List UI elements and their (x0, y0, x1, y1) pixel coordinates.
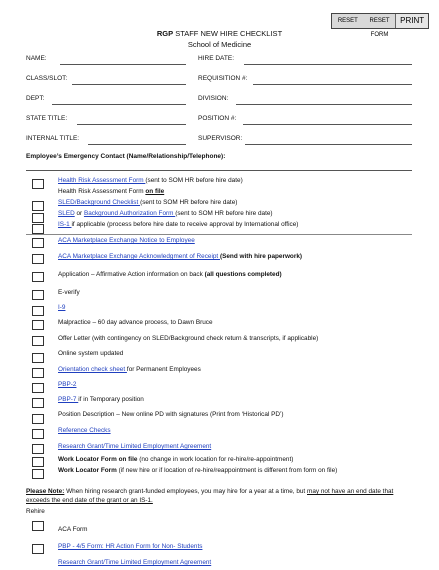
checkbox-i9[interactable] (32, 306, 44, 316)
hire-date-label: HIRE DATE: (198, 55, 234, 62)
checkbox-orientation[interactable] (32, 368, 44, 378)
state-title-field[interactable] (77, 124, 186, 125)
checkbox-aca-form[interactable] (32, 521, 44, 531)
item-hra (58, 177, 243, 184)
item-application (58, 271, 282, 278)
i9-link[interactable]: I-9 (58, 304, 66, 311)
item-everify: E-verify (58, 289, 80, 296)
item-wlf-new (58, 467, 337, 474)
checkbox-is1[interactable] (32, 224, 44, 234)
research-grant-link[interactable]: Research Grant/Time Limited Employment Agreement (58, 443, 212, 450)
position-field[interactable] (243, 124, 412, 125)
hire-date-field[interactable] (244, 64, 412, 65)
item-sled-auth (58, 210, 273, 217)
item-hra-file (58, 188, 164, 195)
checkbox-offer[interactable] (32, 336, 44, 346)
please-note (26, 487, 416, 505)
checkbox-online[interactable] (32, 353, 44, 363)
item-malpractice: Malpractice – 60 day advance process, to Dawn Bruce (58, 319, 213, 326)
app-text: Application – Affirmative Action information on back (58, 271, 205, 278)
item-wlf-onfile (58, 456, 293, 463)
wlf1-text: (no change in work location for re-hire/re-appointment) (139, 456, 294, 463)
checkbox-application[interactable] (32, 272, 44, 282)
hra-file-text: Health Risk Assessment Form (58, 188, 146, 195)
state-title-label: STATE TITLE: (26, 115, 68, 122)
checkbox-aca-ack[interactable] (32, 254, 44, 264)
item-online: Online system updated (58, 350, 124, 357)
checkbox-sled-auth[interactable] (32, 213, 44, 223)
dept-label: DEPT: (26, 95, 45, 102)
checkbox-research-grant[interactable] (32, 444, 44, 454)
rehire-label: Rehire (26, 508, 45, 515)
hra-file-bold: on file (145, 188, 165, 195)
pbp7-text: if in Temporary position (78, 396, 144, 403)
emergency-contact-field[interactable] (26, 170, 412, 171)
wlf2-bold: Work Locator Form (58, 467, 119, 474)
note-text: When hiring research grant-funded employees, you may hire for a year at a time, but (64, 488, 307, 495)
checkbox-wlf-new[interactable] (32, 469, 44, 479)
org-name: RGP (156, 29, 174, 38)
hra-link[interactable]: Health Risk Assessment Form (58, 177, 146, 184)
wlf2-text: (if new hire or if location of re-hire/reappointment is different from form on file) (118, 467, 338, 474)
name-field[interactable] (60, 64, 186, 65)
internal-title-label: INTERNAL TITLE: (26, 135, 80, 142)
sled2-link[interactable]: SLED (58, 210, 75, 217)
checkbox-hra[interactable] (32, 179, 44, 189)
item-position-desc: Position Description – New online PD with signatures (Print from ‘Historical PD’) (58, 411, 284, 418)
pbp45-link[interactable]: PBP - 4/5 Form: HR Action Form for Non- Students (58, 543, 203, 550)
app-bold: (all questions completed) (204, 271, 282, 278)
sled2-or: or (74, 210, 84, 217)
supervisor-label: SUPERVISOR: (198, 135, 243, 142)
is1-text: if applicable (process before hire date to receive approval by International office) (71, 221, 299, 228)
requisition-field[interactable] (253, 84, 412, 85)
title-text: STAFF NEW HIRE CHECKLIST (173, 29, 283, 38)
reset-form-button[interactable]: RESET FORM (369, 18, 390, 38)
background-auth-link[interactable]: Background Authorization Form (83, 210, 176, 217)
class-slot-field[interactable] (72, 84, 186, 85)
division-label: DIVISION: (198, 95, 229, 102)
pbp7-link[interactable]: PBP-7 (58, 396, 79, 403)
requisition-label: REQUISITION #: (198, 75, 248, 82)
checkbox-position-desc[interactable] (32, 414, 44, 424)
reset-button[interactable]: RESET (337, 18, 358, 24)
pbp2-link[interactable]: PBP-2 (58, 381, 77, 388)
checkbox-everify[interactable] (32, 290, 44, 300)
form-toolbar (331, 13, 429, 38)
aca-ack-link[interactable]: ACA Marketplace Exchange Acknowledgment of Receipt (58, 253, 220, 260)
page-title (0, 29, 439, 38)
item-aca-form: ACA Form (58, 526, 88, 533)
division-field[interactable] (236, 104, 412, 105)
print-button[interactable]: PRINT (395, 14, 428, 28)
sled-text: (sent to SOM HR before hire date) (140, 199, 238, 206)
item-orientation (58, 366, 201, 373)
checkbox-wlf-onfile[interactable] (32, 457, 44, 467)
orientation-link[interactable]: Orientation check sheet (58, 366, 127, 373)
aca-notice-link[interactable]: ACA Marketplace Exchange Notice to Employee (58, 237, 195, 244)
note-underlined: may not have an end date that exceeds the end date of the grant or an IS-1. (26, 488, 394, 504)
divider (26, 234, 412, 235)
item-pbp7 (58, 396, 144, 403)
is1-link[interactable]: IS-1 (58, 221, 72, 228)
supervisor-field[interactable] (245, 144, 412, 145)
sled2-text: (sent to SOM HR before hire date) (175, 210, 273, 217)
checkbox-reference[interactable] (32, 429, 44, 439)
reference-link[interactable]: Reference Checks (58, 427, 111, 434)
checkbox-aca-notice[interactable] (32, 238, 44, 248)
item-sled (58, 199, 237, 206)
research-grant-link-2[interactable]: Research Grant/Time Limited Employment Agreement (58, 559, 212, 566)
hra-text: (sent to SOM HR before hire date) (145, 177, 243, 184)
item-aca-ack (58, 253, 302, 260)
checkbox-pbp7[interactable] (32, 398, 44, 408)
aca-ack-bold: (Send with hire paperwork) (219, 253, 303, 260)
sled-link[interactable]: SLED/Background Checklist (58, 199, 141, 206)
internal-title-field[interactable] (88, 144, 186, 145)
checkbox-pbp45[interactable] (32, 544, 44, 554)
name-label: NAME: (26, 55, 47, 62)
wlf1-bold: Work Locator Form on file (58, 456, 140, 463)
position-label: POSITION #: (198, 115, 237, 122)
emergency-contact-label: Employee’s Emergency Contact (Name/Relationship/Telephone): (26, 153, 226, 160)
item-is1 (58, 221, 298, 228)
checkbox-pbp2[interactable] (32, 383, 44, 393)
orientation-text: for Permanent Employees (126, 366, 201, 373)
checkbox-sled[interactable] (32, 201, 44, 211)
page-subtitle: School of Medicine (187, 40, 252, 49)
dept-field[interactable] (52, 104, 186, 105)
class-slot-label: CLASS/SLOT: (26, 75, 68, 82)
checkbox-malpractice[interactable] (32, 320, 44, 330)
note-label: Please Note: (26, 488, 65, 495)
item-offer: Offer Letter (with contingency on SLED/Background check return & transcripts, if applicable) (58, 335, 319, 342)
